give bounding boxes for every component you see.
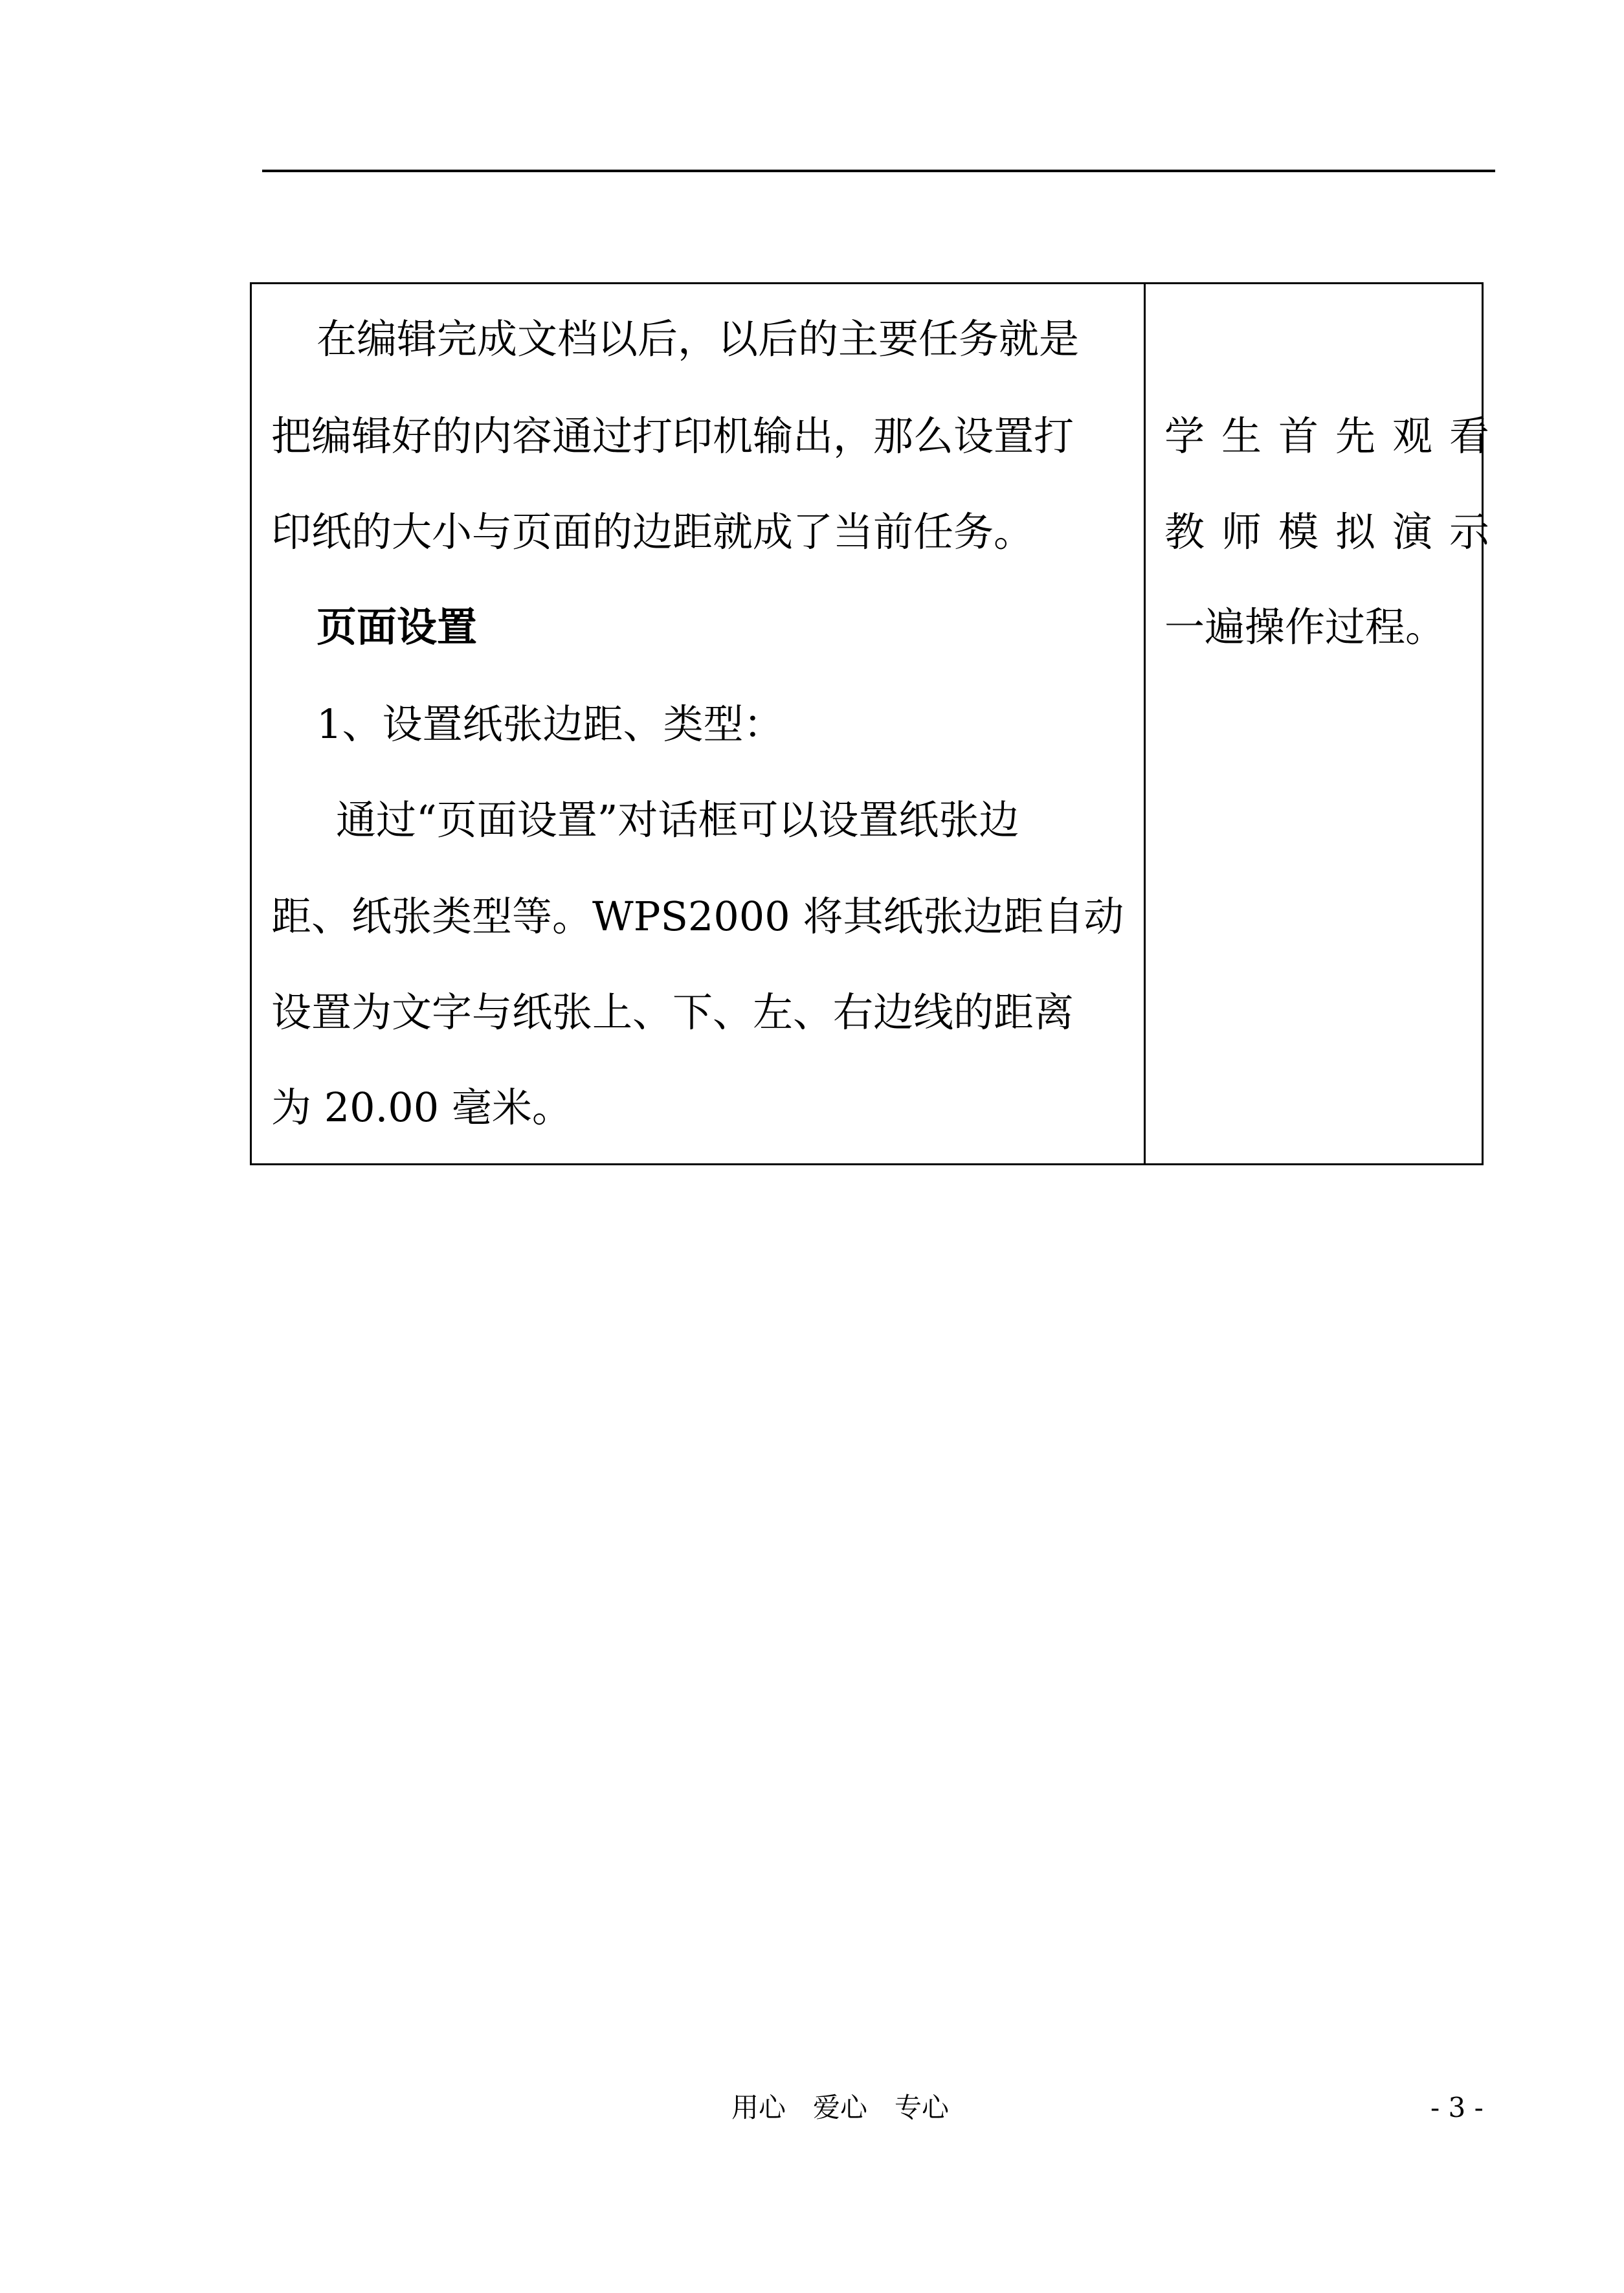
paragraph2-line-4: 为 20.00 毫米。	[271, 1084, 572, 1131]
column-divider	[1144, 284, 1146, 1163]
lesson-table	[250, 282, 1507, 1165]
subheading: 1、设置纸张边距、类型：	[317, 700, 784, 748]
page-number: - 3 -	[1430, 2092, 1484, 2123]
section-heading: 页面设置	[317, 603, 478, 651]
paragraph2-line-1: 通过“页面设置”对话框可以设置纸张边	[336, 796, 1019, 844]
activity-line-3: 一遍操作过程。	[1164, 603, 1446, 651]
paragraph1-line-1: 在编辑完成文档以后，以后的主要任务就是	[317, 315, 1080, 363]
paragraph2-line-3: 设置为文字与纸张上、下、左、右边线的距离	[271, 989, 1074, 1036]
header-rule	[262, 170, 1495, 172]
footer-motto: 用心 爱心 专心	[731, 2092, 950, 2123]
activity-line-2: 教师模拟演示	[1164, 508, 1507, 555]
paragraph1-line-3: 印纸的大小与页面的边距就成了当前任务。	[271, 508, 1034, 555]
paragraph1-line-2: 把编辑好的内容通过打印机输出，那么设置打	[271, 412, 1074, 460]
paragraph2-line-2: 距、纸张类型等。WPS2000 将其纸张边距自动	[271, 893, 1124, 940]
activity-line-1: 学生首先观看	[1164, 412, 1507, 460]
